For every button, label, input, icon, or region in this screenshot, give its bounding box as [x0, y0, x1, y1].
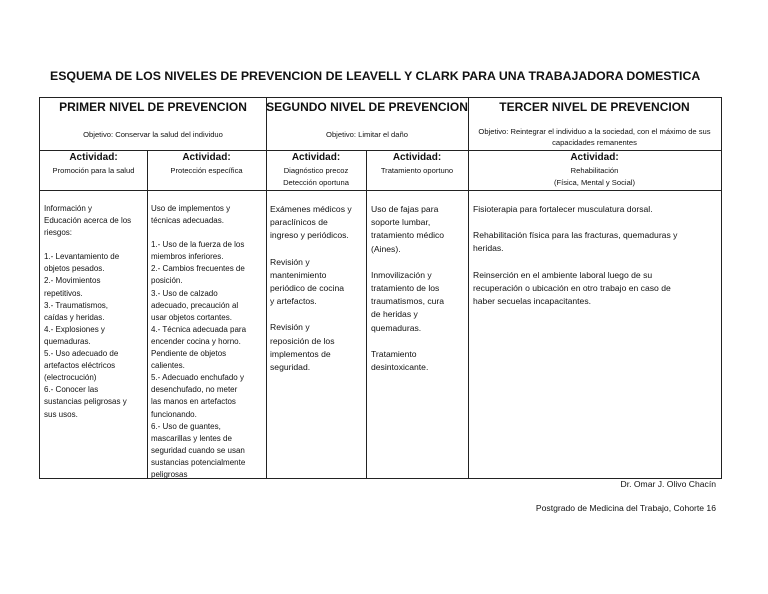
proteccion-cell — [151, 203, 265, 481]
promocion-cell — [44, 203, 146, 421]
rehabilitacion-paragraph: Fisioterapia para fortalecer musculatura dorsal. — [473, 204, 653, 214]
proteccion-items: 1.- Uso de la fuerza de los miembros inferiores. 2.- Cambios frecuentes de posición. 3.- Uso de calzado adecuado, precaución al usar objetos cortantes. 4.- Técnica adecuada para encender cocina y horno. Pendiente de objetos calientes. 5.- Adecuado enchufado y desenchufado, no meter las manos en artefactos funcionando. 6.- Uso de guantes, mascarillas y lentes de seguridad cuando se usan sustancias potencialmente peligrosas — [151, 240, 247, 479]
activity-2-header: Actividad: — [182, 152, 231, 163]
promocion-items: 1.- Levantamiento de objetos pesados. 2.- Movimientos repetitivos. 3.- Traumatismos, caídas y heridas. 4.- Explosiones y quemaduras. 5.- Uso adecuado de artefactos eléctricos (electrocución) 6.- Conocer las sustancias peligrosas y sus usos. — [44, 252, 127, 419]
tratamiento-paragraph: Tratamiento desintoxicante. — [371, 348, 429, 373]
column-divider — [147, 150, 148, 478]
column-divider — [366, 150, 367, 478]
tratamiento-paragraph: Inmovilización y tratamiento de los traumatismos, cura de heridas y quemaduras. — [371, 269, 445, 333]
activity-4-subtitle: Tratamiento oportuno — [380, 166, 454, 175]
diagnostico-cell — [270, 203, 366, 374]
activity-4-header: Actividad: — [392, 152, 442, 163]
activity-5-header: Actividad: — [570, 152, 619, 163]
level-2-objective: Objetivo: Limitar el daño — [326, 130, 408, 139]
activity-5-subtitle: Rehabilitación (Física, Mental y Social) — [553, 166, 636, 187]
diagnostico-paragraph: Revisión y reposición de los implementos de seguridad. — [270, 322, 335, 373]
prevention-levels-table — [39, 97, 722, 479]
author-signature: Dr. Omar J. Olivo Chacín — [620, 479, 716, 489]
rehabilitacion-paragraph: Rehabilitación física para las fracturas, quemaduras y heridas. — [473, 230, 678, 254]
promocion-intro: Información y Educación acerca de los riesgos: — [44, 204, 132, 238]
level-3-header: TERCER NIVEL DE PREVENCION — [499, 100, 690, 114]
activity-2-subtitle: Protección específica — [170, 166, 243, 175]
activity-3-subtitle: Diagnóstico precoz Detección oportuna — [283, 166, 349, 187]
tratamiento-cell — [371, 203, 467, 374]
activity-3-header: Actividad: — [291, 152, 341, 163]
row-divider — [40, 150, 721, 151]
activity-1-subtitle: Promoción para la salud — [52, 166, 135, 175]
level-1-objective: Objetivo: Conservar la salud del individuo — [83, 130, 223, 139]
diagnostico-paragraph: Exámenes médicos y paraclínicos de ingreso y periódicos. — [270, 204, 352, 241]
proteccion-intro: Uso de implementos y técnicas adecuadas. — [151, 204, 231, 226]
level-3-objective: Objetivo: Reintegrar el individuo a la sociedad, con el máximo de sus capacidades remanentes — [478, 127, 711, 147]
tratamiento-paragraph: Uso de fajas para soporte lumbar, tratamiento médico (Aines). — [371, 204, 445, 254]
activity-1-header: Actividad: — [69, 152, 118, 163]
level-1-header: PRIMER NIVEL DE PREVENCION — [59, 100, 247, 114]
row-divider — [40, 190, 721, 191]
document-title: ESQUEMA DE LOS NIVELES DE PREVENCION DE LEAVELL Y CLARK PARA UNA TRABAJADORA DOMESTICA — [50, 69, 701, 83]
rehabilitacion-paragraph: Reinserción en el ambiente laboral luego de su recuperación o ubicación en otro trabajo en caso de haber secuelas incapacitantes. — [473, 269, 671, 307]
diagnostico-paragraph: Revisión y mantenimiento periódico de cocina y artefactos. — [270, 256, 345, 307]
level-2-header: SEGUNDO NIVEL DE PREVENCION — [266, 100, 468, 114]
rehabilitacion-cell — [473, 203, 719, 308]
program-signature: Postgrado de Medicina del Trabajo, Cohorte 16 — [535, 503, 716, 513]
